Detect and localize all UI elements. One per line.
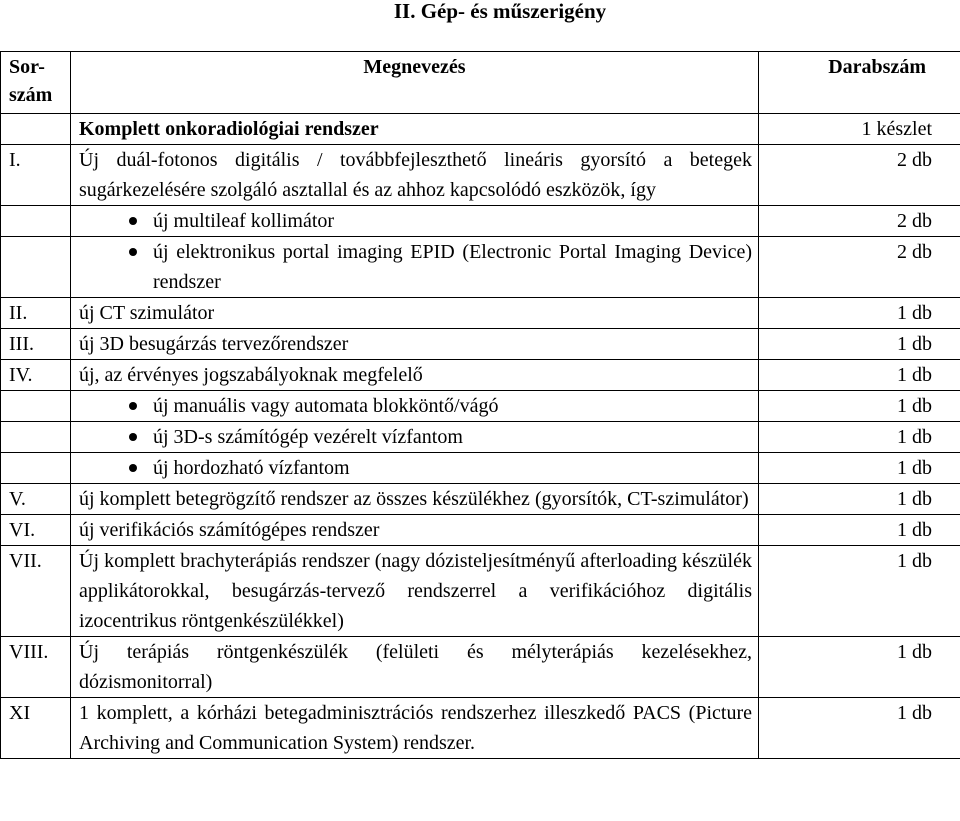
row-quantity: 1 db [759,360,960,391]
row-serial: XI [1,698,71,759]
row-quantity: 1 db [759,637,960,698]
bullet-text: új multileaf kollimátor [153,210,335,232]
table-row [1,422,960,453]
row-description [71,453,759,484]
table-row [1,145,960,206]
bullet-text: új hordozható vízfantom [153,457,350,479]
bullet-item [79,422,752,452]
table-header-row [1,52,960,114]
row-serial: IV. [1,360,71,391]
bullet-icon [127,453,153,483]
table-row [1,360,960,391]
row-serial [1,422,71,453]
row-quantity: 1 készlet [759,114,960,145]
row-quantity: 2 db [759,237,960,298]
row-description: Komplett onkoradiológiai rendszer [71,114,759,145]
row-quantity: 1 db [759,391,960,422]
header-quantity: Darabszám [759,52,960,114]
page-title: II. Gép- és műszerigény [393,0,607,23]
row-quantity: 1 db [759,298,960,329]
table-row [1,114,960,145]
row-description [71,206,759,237]
row-description: Új komplett brachyterápiás rendszer (nagy dózisteljesítményű afterloading készülék applikátorokkal, besugárzás-tervező rendszerrel a verifikációhoz digitális izocentrikus röntgenkészülékkel) [71,546,759,637]
row-description [71,391,759,422]
row-description: 1 komplett, a kórházi betegadminisztrációs rendszerhez illeszkedő PACS (Picture Archiving and Communication System) rendszer. [71,698,759,759]
row-serial: VI. [1,515,71,546]
row-serial [1,391,71,422]
table-row [1,637,960,698]
table-row [1,515,960,546]
table-row [1,206,960,237]
bullet-icon [127,422,153,452]
row-description: Új terápiás röntgenkészülék (felületi és mélyterápiás kezelésekhez, dózismonitorral) [71,637,759,698]
row-serial [1,206,71,237]
row-quantity: 1 db [759,698,960,759]
row-serial: VII. [1,546,71,637]
bullet-icon [127,391,153,421]
row-quantity: 1 db [759,422,960,453]
bullet-text: új 3D-s számítógép vezérelt vízfantom [153,426,463,448]
bullet-text: új elektronikus portal imaging EPID (Electronic Portal Imaging Device) rendszer [153,241,752,293]
row-serial: II. [1,298,71,329]
row-quantity: 1 db [759,329,960,360]
bullet-icon [127,206,153,236]
row-serial: I. [1,145,71,206]
header-name: Megnevezés [71,52,759,114]
bullet-item [79,237,752,297]
bullet-icon [127,237,153,297]
row-serial [1,114,71,145]
row-description: új 3D besugárzás tervezőrendszer [71,329,759,360]
bullet-item [79,453,752,483]
row-description: új, az érvényes jogszabályoknak megfelelő [71,360,759,391]
row-serial [1,453,71,484]
row-serial: VIII. [1,637,71,698]
row-serial [1,237,71,298]
table-row [1,698,960,759]
row-description: új komplett betegrögzítő rendszer az összes készülékhez (gyorsítók, CT-szimulátor) [71,484,759,515]
row-quantity: 1 db [759,484,960,515]
row-description [71,422,759,453]
row-description [71,237,759,298]
row-serial: III. [1,329,71,360]
bullet-item [79,391,752,421]
row-quantity: 1 db [759,453,960,484]
row-description: Új duál-fotonos digitális / továbbfejleszthető lineáris gyorsító a betegek sugárkezelésére szolgáló asztallal és az ahhoz kapcsolódó eszközök, így [71,145,759,206]
bullet-text: új manuális vagy automata blokköntő/vágó [153,395,499,417]
bullet-item [79,206,752,236]
table-row [1,329,960,360]
row-quantity: 1 db [759,515,960,546]
row-description: új CT szimulátor [71,298,759,329]
table-row [1,298,960,329]
row-description: új verifikációs számítógépes rendszer [71,515,759,546]
header-serial: Sor-szám [1,52,71,114]
table-row [1,237,960,298]
row-serial: V. [1,484,71,515]
table-row [1,453,960,484]
row-quantity: 2 db [759,206,960,237]
table-row [1,391,960,422]
equipment-table [0,51,960,759]
row-quantity: 1 db [759,546,960,637]
table-row [1,484,960,515]
row-quantity: 2 db [759,145,960,206]
table-row [1,546,960,637]
